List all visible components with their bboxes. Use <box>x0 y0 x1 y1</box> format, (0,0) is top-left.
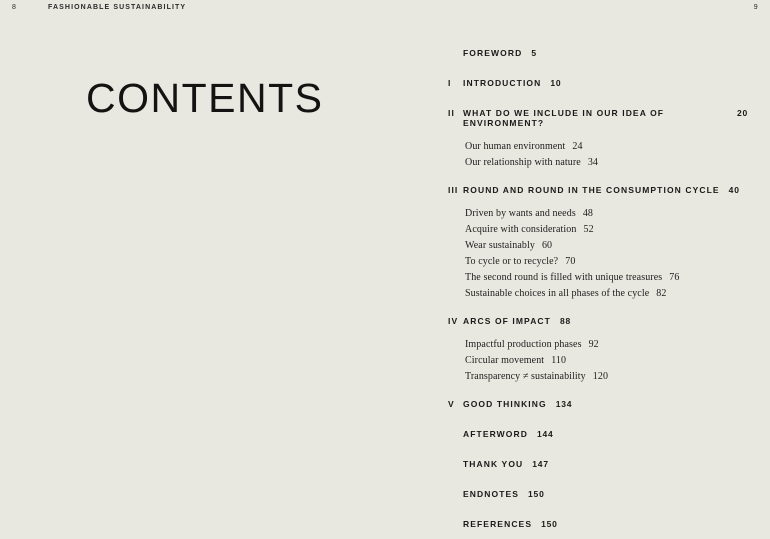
toc-entry-level1[interactable] <box>448 48 748 58</box>
toc-entry-level1[interactable] <box>448 519 748 529</box>
toc-entry-page-number: 150 <box>541 519 558 529</box>
toc-entry-label: ROUND AND ROUND IN THE CONSUMPTION CYCLE <box>463 185 720 195</box>
toc-entry-level2[interactable] <box>465 355 748 366</box>
toc-entry-page-number: 92 <box>588 339 599 350</box>
toc-entry-label: FOREWORD <box>463 48 523 58</box>
toc-entry-label: REFERENCES <box>463 519 533 529</box>
toc-entry-level1[interactable] <box>448 399 748 409</box>
toc-entry-label: Sustainable choices in all phases of the cycle <box>465 288 650 299</box>
toc-entry-label: Acquire with consideration <box>465 224 577 235</box>
toc-entry-level2[interactable] <box>465 288 748 299</box>
toc-entry-level1[interactable] <box>448 108 748 128</box>
toc-entry-page-number: 52 <box>583 224 594 235</box>
toc-entry-page-number: 150 <box>528 489 545 499</box>
toc-entry-level2[interactable] <box>465 157 748 168</box>
folio-left: 8 <box>12 4 17 11</box>
toc-entry-level2[interactable] <box>465 371 748 382</box>
toc-entry-label: ENDNOTES <box>463 489 520 499</box>
toc-entry-label: Our human environment <box>465 141 566 152</box>
toc-entry-level1[interactable] <box>448 185 748 195</box>
toc-entry-label: Impactful production phases <box>465 339 582 350</box>
toc-entry-label: AFTERWORD <box>463 429 528 439</box>
toc-entry-label: Transparency ≠ sustainability <box>465 371 586 382</box>
toc-entry-roman: IV <box>448 316 459 326</box>
toc-entry-label: ARCS OF IMPACT <box>463 316 551 326</box>
toc-entry-level1[interactable] <box>448 459 748 469</box>
folio-right: 9 <box>753 4 758 11</box>
toc-entry-level2[interactable] <box>465 240 748 251</box>
toc-entry-page-number: 48 <box>582 208 594 219</box>
toc-entry-level1[interactable] <box>448 78 748 88</box>
toc-entry-page-number: 10 <box>550 78 562 88</box>
toc-entry-level2[interactable] <box>465 224 748 235</box>
toc-entry-page-number: 110 <box>551 355 567 366</box>
page-title: CONTENTS <box>86 75 324 122</box>
toc-entry-page-number: 24 <box>572 141 583 152</box>
toc-entry-label: Circular movement <box>465 355 545 366</box>
toc-entry-label: INTRODUCTION <box>463 78 542 88</box>
toc-entry-roman: I <box>448 78 452 88</box>
toc-entry-page-number: 76 <box>669 272 680 283</box>
toc-entry-label: The second round is filled with unique treasures <box>465 272 663 283</box>
toc-entry-page-number: 144 <box>537 429 554 439</box>
running-head <box>0 3 770 19</box>
running-title: FASHIONABLE SUSTAINABILITY <box>48 4 187 11</box>
toc-entry-page-number: 88 <box>559 316 572 326</box>
toc-entry-roman: II <box>448 108 455 118</box>
toc-entry-level2[interactable] <box>465 272 748 283</box>
toc-entry-page-number: 70 <box>565 256 576 267</box>
toc-entry-level2[interactable] <box>465 339 748 350</box>
toc-entry-level2[interactable] <box>465 141 748 152</box>
toc-entry-level1[interactable] <box>448 316 748 326</box>
table-of-contents <box>448 48 748 529</box>
toc-entry-level2[interactable] <box>465 208 748 219</box>
toc-entry-page-number: 82 <box>656 288 667 299</box>
toc-entry-page-number: 120 <box>592 371 609 382</box>
toc-entry-level1[interactable] <box>448 489 748 499</box>
toc-entry-page-number: 34 <box>587 157 599 168</box>
toc-entry-label: WHAT DO WE INCLUDE IN OUR IDEA OF ENVIRONMENT? <box>463 108 665 128</box>
toc-entry-page-number: 147 <box>532 459 549 469</box>
toc-entry-roman: III <box>448 185 459 195</box>
toc-entry-label: THANK YOU <box>463 459 524 469</box>
toc-entry-roman: V <box>448 399 455 409</box>
toc-entry-page-number: 60 <box>541 240 553 251</box>
toc-entry-label: To cycle or to recycle? <box>465 256 559 267</box>
toc-entry-level2[interactable] <box>465 256 748 267</box>
toc-entry-page-number: 20 <box>736 108 748 118</box>
toc-entry-label: Our relationship with nature <box>465 157 581 168</box>
toc-entry-page-number: 134 <box>555 399 573 409</box>
toc-entry-label: Wear sustainably <box>465 240 535 251</box>
toc-entry-label: Driven by wants and needs <box>465 208 576 219</box>
toc-entry-page-number: 5 <box>531 48 537 58</box>
toc-entry-level1[interactable] <box>448 429 748 439</box>
toc-entry-label: GOOD THINKING <box>463 399 547 409</box>
toc-entry-page-number: 40 <box>728 185 740 195</box>
